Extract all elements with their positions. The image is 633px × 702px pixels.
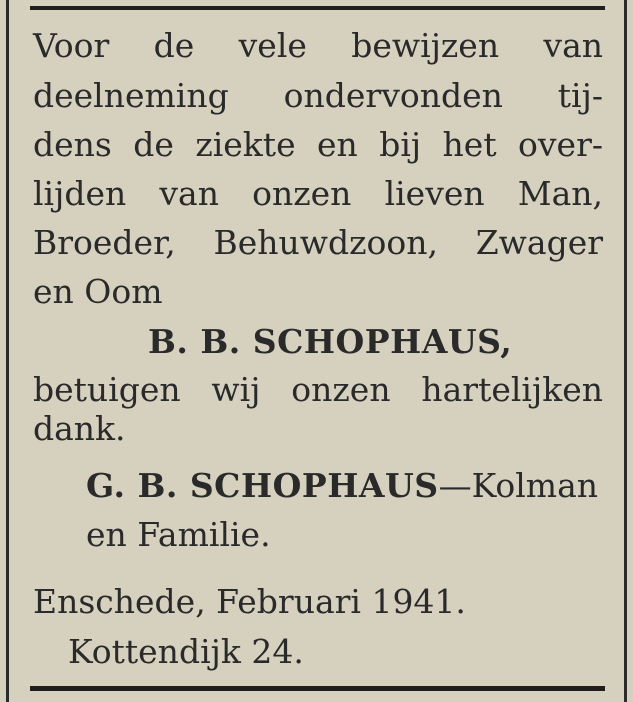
top-rule <box>30 6 605 10</box>
body-line-4: lijden van onzen lieven Man, <box>33 174 603 213</box>
signatory-line-2: en Familie. <box>86 515 271 554</box>
place-date: Enschede, Februari 1941. <box>33 582 466 621</box>
body-line-5: Broeder, Behuwdzoon, Zwager <box>33 223 603 262</box>
right-border-rule <box>624 0 627 702</box>
body-line-1: Voor de vele bewijzen van <box>33 26 603 65</box>
left-border-rule <box>6 0 9 702</box>
body-line-2: deelneming ondervonden tij- <box>33 76 603 115</box>
bottom-rule <box>30 686 605 691</box>
signatory-line-1 <box>86 466 598 506</box>
signatory-name: G. B. SCHOPHAUS <box>86 466 439 505</box>
body-line-3: dens de ziekte en bij het over- <box>33 125 603 164</box>
thanks-line-2: dank. <box>33 409 126 448</box>
signatory-suffix: —Kolman <box>438 466 599 505</box>
body-line-6: en Oom <box>33 272 163 311</box>
deceased-name: B. B. SCHOPHAUS, <box>148 322 513 361</box>
address: Kottendijk 24. <box>68 632 304 671</box>
thanks-line-1: betuigen wij onzen hartelijken <box>33 370 603 409</box>
